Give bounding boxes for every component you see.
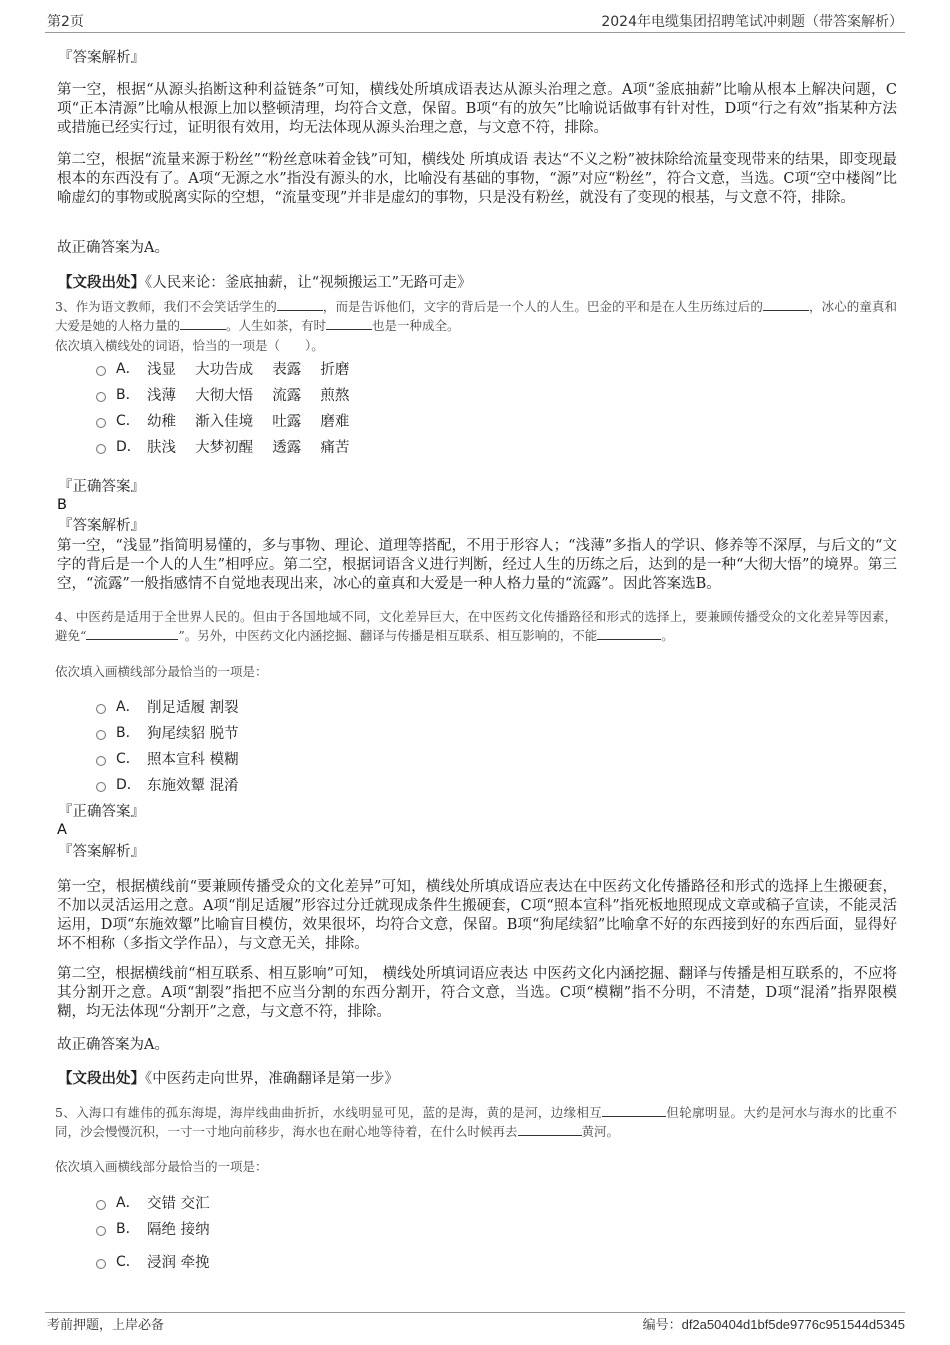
- q3-stem-part: 。人生如茶，有时: [226, 318, 327, 333]
- option-text: 隔绝 接纳: [147, 1221, 210, 1238]
- answer-blank: [602, 1104, 666, 1117]
- option-letter: A．: [116, 361, 140, 377]
- q5-instruction: 依次填入画横线部分最恰当的一项是：: [55, 1159, 268, 1174]
- q2-source-label: 【文段出处】: [58, 274, 145, 291]
- q2-analysis-para-1: 第一空，根据“从源头掐断这种利益链条”可知，横线处所填成语表达从源头治理之意。A项“釜底抽薪”比喻从根本上解决问题，C项“正本清源”比喻从根源上加以整顿清理，均符合文意，保留。B项“有的放矢”比喻说话做事有针对性，D项“行之有效”指某种方法或措施已经实行过，证明很有效用，均无法体现从源头治理之意，与文意不符，排除。: [57, 82, 897, 136]
- q3-correct-label: 『正确答案』: [58, 479, 145, 495]
- q3-stem: [55, 297, 897, 335]
- q5-option-a[interactable]: [96, 1192, 210, 1212]
- answer-blank: [277, 298, 323, 311]
- answer-blank: [763, 298, 809, 311]
- q2-source-title: 《人民来论：釜底抽薪，让“视频搬运工”无路可走》: [145, 275, 472, 291]
- answer-blank: [326, 317, 372, 330]
- q4-source: [58, 1069, 399, 1089]
- document-id: [643, 1314, 905, 1333]
- q4-source-title: 《中医药走向世界，准确翻译是第一步》: [145, 1071, 399, 1087]
- q3-instruction: 依次填入横线处的词语，恰当的一项是（ ）。: [55, 338, 324, 353]
- radio-button[interactable]: [96, 1200, 106, 1210]
- option-text: 狗尾续貂 脱节: [147, 725, 239, 742]
- document-id-label: 编号：: [642, 1318, 682, 1333]
- option-letter: B．: [116, 387, 140, 403]
- option-text: 浅显 大功告成 表露 折磨: [147, 361, 350, 378]
- q4-stem-part: 。: [661, 628, 674, 643]
- q3-option-b[interactable]: [96, 384, 349, 404]
- q2-analysis-label: 『答案解析』: [58, 50, 145, 66]
- q4-option-c[interactable]: [96, 748, 239, 768]
- q3-stem-part: ，而是告诉他们，文字的背后是一个人的人生。巴金的平和是在人生历练过后的: [322, 299, 763, 314]
- radio-button[interactable]: [96, 704, 106, 714]
- radio-button[interactable]: [96, 392, 106, 402]
- page-number: 第2页: [47, 14, 84, 30]
- q4-correct-label: 『正确答案』: [58, 804, 145, 820]
- option-text: 肤浅 大梦初醒 透露 痛苦: [147, 439, 350, 456]
- radio-button[interactable]: [96, 366, 106, 376]
- option-letter: D．: [116, 777, 141, 793]
- q5-option-b[interactable]: [96, 1218, 210, 1238]
- q3-option-d[interactable]: [96, 436, 349, 456]
- option-letter: C．: [116, 1254, 140, 1270]
- option-text: 东施效颦 混淆: [147, 777, 239, 794]
- q4-analysis-label: 『答案解析』: [58, 844, 145, 860]
- q3-correct-answer: B: [57, 497, 67, 513]
- q2-conclusion: 故正确答案为A。: [57, 240, 169, 256]
- radio-button[interactable]: [96, 444, 106, 454]
- q4-option-d[interactable]: [96, 774, 239, 794]
- q3-stem-part: ，冰心的童真和大爱是她的人格力量的: [55, 299, 897, 333]
- radio-button[interactable]: [96, 756, 106, 766]
- q4-option-a[interactable]: [96, 696, 239, 716]
- q5-stem-part: 5、入海口有雄伟的孤东海堤，海岸线曲曲折折，水线明显可见，蓝的是海，黄的是河，边缘相互: [55, 1105, 603, 1120]
- document-title: 2024年电缆集团招聘笔试冲刺题（带答案解析）: [601, 14, 903, 30]
- option-letter: C．: [116, 751, 140, 767]
- option-letter: B．: [116, 725, 140, 741]
- radio-button[interactable]: [96, 1259, 106, 1269]
- q4-stem-part: 4、中医药是适用于全世界人民的。但由于各国地域不同，文化差异巨大，在中医药文化传播路径和形式的选择上，要兼顾传播受众的文化差异等因素，避免“: [55, 609, 897, 643]
- q3-analysis-label: 『答案解析』: [58, 518, 145, 534]
- option-letter: D．: [116, 439, 141, 455]
- footer-divider: [45, 1312, 905, 1313]
- q4-instruction: 依次填入画横线部分最恰当的一项是：: [55, 664, 268, 679]
- q3-stem-part: 也是一种成全。: [372, 318, 460, 333]
- q4-stem: [55, 607, 897, 645]
- option-text: 削足适履 割裂: [147, 699, 239, 716]
- q5-stem: [55, 1103, 897, 1141]
- option-letter: A．: [116, 699, 140, 715]
- answer-blank: [518, 1123, 582, 1136]
- q4-correct-answer: A: [57, 822, 67, 838]
- option-letter: B．: [116, 1221, 140, 1237]
- q5-stem-part: 黄河。: [581, 1124, 620, 1139]
- q3-analysis: 第一空，“浅显”指简明易懂的，多与事物、理论、道理等搭配，不用于形容人；“浅薄”多指人的学识、修养等不深厚，与后文的“文字的背后是一个人的人生”相呼应。第二空，根据词语含义进行判断，经过人生的历练之后，达到的是一种“大彻大悟”的境界。第三空，“流露”一般指感情不自觉地表现出来，冰心的童真和大爱是一种人格力量的“流露”。因此答案选B。: [57, 538, 897, 592]
- q4-analysis-para-1: 第一空，根据横线前“要兼顾传播受众的文化差异”可知，横线处所填成语应表达在中医药文化传播路径和形式的选择上生搬硬套，不加以灵活运用之意。A项“削足适履”形容过分迁就现成条件生搬硬套，C项“照本宣科”指死板地照现成文章或稿子宣读，不能灵活运用，D项“东施效颦”比喻盲目模仿，效果很坏，均符合文意，保留。B项“狗尾续貂”比喻拿不好的东西接到好的东西后面，显得好坏不相称（多指文学作品），与文意无关，排除。: [57, 879, 897, 952]
- q4-source-label: 【文段出处】: [58, 1070, 145, 1087]
- q4-stem-part: ”。另外，中医药文化内涵挖掘、翻译与传播是相互联系、相互影响的，不能: [178, 628, 598, 643]
- q4-option-b[interactable]: [96, 722, 239, 742]
- option-text: 交错 交汇: [147, 1195, 210, 1212]
- answer-blank: [180, 317, 226, 330]
- q3-option-a[interactable]: [96, 358, 349, 378]
- q2-analysis-para-2: 第二空，根据“流量来源于粉丝”“粉丝意味着金钱”可知，横线处 所填成语 表达“不义之粉”被抹除给流量变现带来的结果，即变现最根本的东西没有了。A项“无源之水”指没有源头的水，比喻没有基础的事物，“源”对应“粉丝”，符合文意，当选。C项“空中楼阁”比喻虚幻的事物或脱离实际的空想，“流量变现”并非是虚幻的事物，只是没有粉丝，就没有了变现的根基，与文意不符，排除。: [57, 152, 897, 206]
- q3-option-c[interactable]: [96, 410, 349, 430]
- option-text: 浸润 牵挽: [147, 1254, 210, 1271]
- q3-stem-part: 3、作为语文教师，我们不会笑话学生的: [55, 299, 277, 314]
- answer-blank: [597, 627, 661, 640]
- radio-button[interactable]: [96, 1226, 106, 1236]
- option-text: 浅薄 大彻大悟 流露 煎熬: [147, 387, 350, 404]
- q5-stem-part: 但轮廓明显。大约是河水与海水的比重不同，沙会慢慢沉积，一寸一寸地向前移步，海水也在耐心地等待着，在什么时候再去: [55, 1105, 897, 1139]
- radio-button[interactable]: [96, 782, 106, 792]
- answer-blank: [86, 627, 178, 640]
- option-text: 照本宣科 模糊: [147, 751, 239, 768]
- document-id-value: df2a50404d1bf5de9776c951544d5345: [681, 1317, 905, 1332]
- q4-analysis-para-2: 第二空，根据横线前“相互联系、相互影响”可知， 横线处所填词语应表达 中医药文化内涵挖掘、翻译与传播是相互联系的，不应将其分割开之意。A项“割裂”指把不应当分割的东西分割开，符合文意，当选。C项“模糊”指不分明，不清楚，D项“混淆”指界限模糊，均无法体现“分割开”之意，与文意不符，排除。: [57, 966, 897, 1020]
- option-letter: A．: [116, 1195, 140, 1211]
- q4-conclusion: 故正确答案为A。: [57, 1037, 169, 1053]
- header-divider: [45, 32, 905, 33]
- radio-button[interactable]: [96, 730, 106, 740]
- q2-source: [58, 273, 472, 293]
- option-text: 幼稚 渐入佳境 吐露 磨难: [147, 413, 350, 430]
- footer-slogan: 考前押题，上岸必备: [47, 1318, 165, 1333]
- q5-option-c[interactable]: [96, 1251, 210, 1271]
- radio-button[interactable]: [96, 418, 106, 428]
- option-letter: C．: [116, 413, 140, 429]
